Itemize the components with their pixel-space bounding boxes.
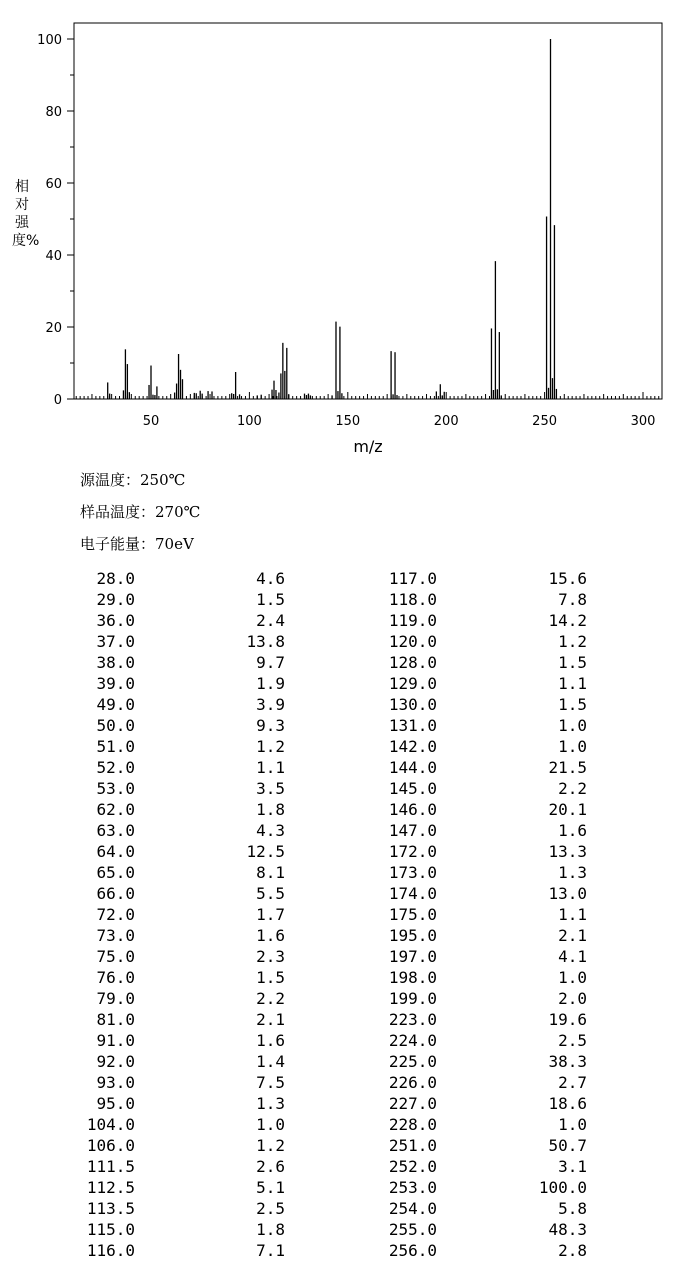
peak-table-row bbox=[327, 904, 587, 925]
peak-table-row bbox=[25, 1030, 285, 1051]
peak-table-row bbox=[25, 1240, 285, 1261]
peak-table-row bbox=[25, 1177, 285, 1198]
peak-table-row bbox=[25, 925, 285, 946]
peak-table-row bbox=[25, 631, 285, 652]
condition-value: 270℃ bbox=[155, 503, 201, 521]
peak-mz: 95.0 bbox=[96, 1094, 135, 1113]
peak-abundance: 1.2 bbox=[256, 1136, 285, 1155]
peak-abundance: 3.5 bbox=[256, 779, 285, 798]
peak-abundance: 2.1 bbox=[256, 1010, 285, 1029]
peak-mz: 251.0 bbox=[388, 1136, 437, 1155]
peak-table-row bbox=[25, 1072, 285, 1093]
peak-mz: 111.5 bbox=[86, 1157, 135, 1176]
condition-value: 70eV bbox=[155, 535, 194, 553]
peak-mz: 253.0 bbox=[388, 1178, 437, 1197]
plot-frame bbox=[74, 23, 662, 399]
y-tick-label: 40 bbox=[45, 249, 62, 264]
peak-abundance: 4.6 bbox=[256, 569, 285, 588]
y-tick-label: 20 bbox=[45, 321, 62, 336]
peak-table-left bbox=[25, 568, 285, 1261]
peak-mz: 106.0 bbox=[86, 1136, 135, 1155]
peak-abundance: 1.0 bbox=[558, 737, 587, 756]
peak-mz: 91.0 bbox=[96, 1031, 135, 1050]
peak-abundance: 1.0 bbox=[558, 1115, 587, 1134]
x-tick-label: 250 bbox=[532, 414, 558, 429]
peak-table-row bbox=[25, 1219, 285, 1240]
peak-mz: 172.0 bbox=[388, 842, 437, 861]
peak-abundance: 5.5 bbox=[256, 884, 285, 903]
peak-mz: 142.0 bbox=[388, 737, 437, 756]
peak-abundance: 18.6 bbox=[548, 1094, 587, 1113]
peak-mz: 51.0 bbox=[96, 737, 135, 756]
peak-table-row bbox=[327, 715, 587, 736]
peak-table-row bbox=[327, 1114, 587, 1135]
peak-abundance: 9.3 bbox=[256, 716, 285, 735]
y-axis-label-text: 相对强度% bbox=[12, 179, 40, 249]
peak-abundance: 1.2 bbox=[256, 737, 285, 756]
peak-abundance: 50.7 bbox=[548, 1136, 587, 1155]
peak-abundance: 9.7 bbox=[256, 653, 285, 672]
peak-table-row bbox=[327, 1240, 587, 1261]
peak-abundance: 3.9 bbox=[256, 695, 285, 714]
peak-table-row bbox=[25, 904, 285, 925]
peak-mz: 28.0 bbox=[96, 569, 135, 588]
peak-mz: 131.0 bbox=[388, 716, 437, 735]
peak-table-row bbox=[327, 1135, 587, 1156]
peak-mz: 117.0 bbox=[388, 569, 437, 588]
mass-spectrum-chart bbox=[0, 0, 675, 460]
peak-mz: 115.0 bbox=[86, 1220, 135, 1239]
peak-table-row bbox=[327, 988, 587, 1009]
peak-abundance: 1.1 bbox=[558, 905, 587, 924]
peak-abundance: 1.5 bbox=[558, 695, 587, 714]
x-axis-label: m/z bbox=[353, 437, 383, 456]
peak-table-row bbox=[327, 1072, 587, 1093]
condition-line bbox=[80, 468, 200, 500]
peak-mz: 39.0 bbox=[96, 674, 135, 693]
peak-mz: 64.0 bbox=[96, 842, 135, 861]
peak-abundance: 1.8 bbox=[256, 1220, 285, 1239]
peak-abundance: 1.6 bbox=[256, 1031, 285, 1050]
peak-mz: 130.0 bbox=[388, 695, 437, 714]
condition-label: 源温度： bbox=[80, 471, 141, 489]
peak-abundance: 1.9 bbox=[256, 674, 285, 693]
peak-mz: 104.0 bbox=[86, 1115, 135, 1134]
peak-mz: 225.0 bbox=[388, 1052, 437, 1071]
peak-mz: 175.0 bbox=[388, 905, 437, 924]
acquisition-conditions bbox=[80, 468, 200, 564]
peak-table-row bbox=[327, 694, 587, 715]
peak-table-row bbox=[25, 1093, 285, 1114]
peak-mz: 65.0 bbox=[96, 863, 135, 882]
peak-mz: 118.0 bbox=[388, 590, 437, 609]
peak-abundance: 1.8 bbox=[256, 800, 285, 819]
peak-mz: 63.0 bbox=[96, 821, 135, 840]
peak-table-row bbox=[25, 1051, 285, 1072]
peak-table-row bbox=[25, 1009, 285, 1030]
peak-mz: 112.5 bbox=[86, 1178, 135, 1197]
peak-mz: 128.0 bbox=[388, 653, 437, 672]
peak-abundance: 1.1 bbox=[558, 674, 587, 693]
peak-mz: 76.0 bbox=[96, 968, 135, 987]
peak-abundance: 12.5 bbox=[246, 842, 285, 861]
peak-abundance: 2.7 bbox=[558, 1073, 587, 1092]
peak-abundance: 1.7 bbox=[256, 905, 285, 924]
peak-table-row bbox=[25, 820, 285, 841]
peak-mz: 75.0 bbox=[96, 947, 135, 966]
y-tick-label: 0 bbox=[53, 393, 62, 408]
peak-table-row bbox=[327, 778, 587, 799]
peak-abundance: 1.1 bbox=[256, 758, 285, 777]
peak-mz: 145.0 bbox=[388, 779, 437, 798]
peak-mz: 79.0 bbox=[96, 989, 135, 1008]
peak-abundance: 2.2 bbox=[558, 779, 587, 798]
peak-mz: 50.0 bbox=[96, 716, 135, 735]
peak-abundance: 15.6 bbox=[548, 569, 587, 588]
peak-table-row bbox=[327, 862, 587, 883]
peak-table-row bbox=[25, 652, 285, 673]
peak-mz: 120.0 bbox=[388, 632, 437, 651]
peak-table-row bbox=[327, 736, 587, 757]
peak-table-row bbox=[25, 967, 285, 988]
peak-table-right bbox=[327, 568, 587, 1261]
peak-abundance: 2.8 bbox=[558, 1241, 587, 1260]
peak-abundance: 8.1 bbox=[256, 863, 285, 882]
peak-abundance: 2.6 bbox=[256, 1157, 285, 1176]
peak-table-row bbox=[327, 589, 587, 610]
peak-mz: 252.0 bbox=[388, 1157, 437, 1176]
peak-mz: 29.0 bbox=[96, 590, 135, 609]
peak-abundance: 2.3 bbox=[256, 947, 285, 966]
peak-abundance: 1.6 bbox=[256, 926, 285, 945]
condition-line bbox=[80, 500, 200, 532]
peak-mz: 52.0 bbox=[96, 758, 135, 777]
peak-table-row bbox=[25, 1135, 285, 1156]
condition-line bbox=[80, 532, 200, 564]
peak-table-row bbox=[25, 988, 285, 1009]
y-axis-label bbox=[12, 178, 40, 250]
peak-abundance: 4.3 bbox=[256, 821, 285, 840]
peak-table-row bbox=[327, 1093, 587, 1114]
peak-mz: 36.0 bbox=[96, 611, 135, 630]
peak-abundance: 7.8 bbox=[558, 590, 587, 609]
y-tick-label: 80 bbox=[45, 105, 62, 120]
peak-mz: 92.0 bbox=[96, 1052, 135, 1071]
x-tick-label: 50 bbox=[142, 414, 160, 429]
peak-table-row bbox=[327, 967, 587, 988]
peak-mz: 129.0 bbox=[388, 674, 437, 693]
peak-abundance: 1.5 bbox=[256, 590, 285, 609]
peak-table-row bbox=[25, 778, 285, 799]
peak-mz: 173.0 bbox=[388, 863, 437, 882]
peak-mz: 227.0 bbox=[388, 1094, 437, 1113]
condition-label: 电子能量： bbox=[80, 535, 156, 553]
peak-table-row bbox=[327, 610, 587, 631]
peak-abundance: 13.8 bbox=[246, 632, 285, 651]
peak-abundance: 100.0 bbox=[538, 1178, 587, 1197]
peak-table-row bbox=[327, 631, 587, 652]
peak-abundance: 3.1 bbox=[558, 1157, 587, 1176]
peak-table-row bbox=[327, 1198, 587, 1219]
peak-mz: 198.0 bbox=[388, 968, 437, 987]
peak-mz: 37.0 bbox=[96, 632, 135, 651]
peak-abundance: 48.3 bbox=[548, 1220, 587, 1239]
peak-table-row bbox=[327, 1009, 587, 1030]
peak-table-row bbox=[25, 736, 285, 757]
peak-table-row bbox=[25, 568, 285, 589]
peak-abundance: 1.3 bbox=[256, 1094, 285, 1113]
peak-table-row bbox=[327, 1156, 587, 1177]
peak-abundance: 1.2 bbox=[558, 632, 587, 651]
peak-abundance: 1.6 bbox=[558, 821, 587, 840]
peak-mz: 223.0 bbox=[388, 1010, 437, 1029]
peak-table-row bbox=[25, 1114, 285, 1135]
peak-abundance: 20.1 bbox=[548, 800, 587, 819]
peak-abundance: 1.4 bbox=[256, 1052, 285, 1071]
peak-abundance: 2.1 bbox=[558, 926, 587, 945]
peak-abundance: 19.6 bbox=[548, 1010, 587, 1029]
condition-value: 250℃ bbox=[140, 471, 186, 489]
peak-mz: 116.0 bbox=[86, 1241, 135, 1260]
peak-mz: 72.0 bbox=[96, 905, 135, 924]
peak-abundance: 1.5 bbox=[558, 653, 587, 672]
peak-mz: 144.0 bbox=[388, 758, 437, 777]
peak-abundance: 1.0 bbox=[256, 1115, 285, 1134]
x-tick-label: 150 bbox=[335, 414, 361, 429]
peak-abundance: 13.3 bbox=[548, 842, 587, 861]
peak-mz: 147.0 bbox=[388, 821, 437, 840]
x-tick-label: 300 bbox=[630, 414, 656, 429]
peak-mz: 255.0 bbox=[388, 1220, 437, 1239]
peak-table-row bbox=[327, 1030, 587, 1051]
peak-table-row bbox=[25, 673, 285, 694]
peak-table-row bbox=[25, 715, 285, 736]
peak-mz: 113.5 bbox=[86, 1199, 135, 1218]
peak-abundance: 1.0 bbox=[558, 968, 587, 987]
peak-abundance: 21.5 bbox=[548, 758, 587, 777]
peak-table-row bbox=[25, 946, 285, 967]
peak-table-row bbox=[327, 568, 587, 589]
peak-table-row bbox=[327, 799, 587, 820]
peak-table-row bbox=[327, 946, 587, 967]
peak-table-row bbox=[25, 799, 285, 820]
y-tick-label: 60 bbox=[45, 177, 62, 192]
peak-table-row bbox=[327, 1051, 587, 1072]
peak-abundance: 4.1 bbox=[558, 947, 587, 966]
peak-mz: 228.0 bbox=[388, 1115, 437, 1134]
peak-abundance: 38.3 bbox=[548, 1052, 587, 1071]
peak-table-row bbox=[25, 841, 285, 862]
peak-mz: 62.0 bbox=[96, 800, 135, 819]
peak-abundance: 7.5 bbox=[256, 1073, 285, 1092]
peak-abundance: 2.4 bbox=[256, 611, 285, 630]
peak-table-row bbox=[327, 673, 587, 694]
peak-mz: 254.0 bbox=[388, 1199, 437, 1218]
peak-mz: 38.0 bbox=[96, 653, 135, 672]
peak-mz: 195.0 bbox=[388, 926, 437, 945]
peak-mz: 53.0 bbox=[96, 779, 135, 798]
peak-table-row bbox=[327, 1219, 587, 1240]
peak-table-row bbox=[25, 1198, 285, 1219]
peak-abundance: 2.5 bbox=[558, 1031, 587, 1050]
peak-table-row bbox=[327, 841, 587, 862]
peak-table-row bbox=[25, 757, 285, 778]
peak-abundance: 7.1 bbox=[256, 1241, 285, 1260]
peak-mz: 256.0 bbox=[388, 1241, 437, 1260]
y-tick-label: 100 bbox=[37, 33, 62, 48]
condition-label: 样品温度： bbox=[80, 503, 156, 521]
peak-abundance: 1.5 bbox=[256, 968, 285, 987]
peak-mz: 226.0 bbox=[388, 1073, 437, 1092]
peak-table-row bbox=[25, 883, 285, 904]
peak-table-row bbox=[25, 862, 285, 883]
peak-abundance: 1.3 bbox=[558, 863, 587, 882]
peak-abundance: 1.0 bbox=[558, 716, 587, 735]
peak-mz: 73.0 bbox=[96, 926, 135, 945]
peak-abundance: 14.2 bbox=[548, 611, 587, 630]
peak-table-row bbox=[25, 694, 285, 715]
peak-abundance: 2.2 bbox=[256, 989, 285, 1008]
peak-table-row bbox=[327, 1177, 587, 1198]
peak-mz: 81.0 bbox=[96, 1010, 135, 1029]
peak-table-row bbox=[25, 1156, 285, 1177]
peak-mz: 174.0 bbox=[388, 884, 437, 903]
peak-mz: 66.0 bbox=[96, 884, 135, 903]
peak-mz: 119.0 bbox=[388, 611, 437, 630]
peak-table-row bbox=[327, 652, 587, 673]
peak-table-row bbox=[327, 925, 587, 946]
peak-abundance: 5.8 bbox=[558, 1199, 587, 1218]
peak-mz: 199.0 bbox=[388, 989, 437, 1008]
x-tick-label: 100 bbox=[236, 414, 262, 429]
peak-mz: 197.0 bbox=[388, 947, 437, 966]
peak-table-row bbox=[327, 757, 587, 778]
peak-abundance: 2.5 bbox=[256, 1199, 285, 1218]
peak-mz: 146.0 bbox=[388, 800, 437, 819]
peak-table-row bbox=[25, 589, 285, 610]
peak-mz: 224.0 bbox=[388, 1031, 437, 1050]
peak-mz: 49.0 bbox=[96, 695, 135, 714]
peak-table-row bbox=[25, 610, 285, 631]
peak-table-row bbox=[327, 883, 587, 904]
peak-mz: 93.0 bbox=[96, 1073, 135, 1092]
peak-abundance: 2.0 bbox=[558, 989, 587, 1008]
peak-table-row bbox=[327, 820, 587, 841]
peak-abundance: 13.0 bbox=[548, 884, 587, 903]
x-tick-label: 200 bbox=[433, 414, 459, 429]
peak-abundance: 5.1 bbox=[256, 1178, 285, 1197]
